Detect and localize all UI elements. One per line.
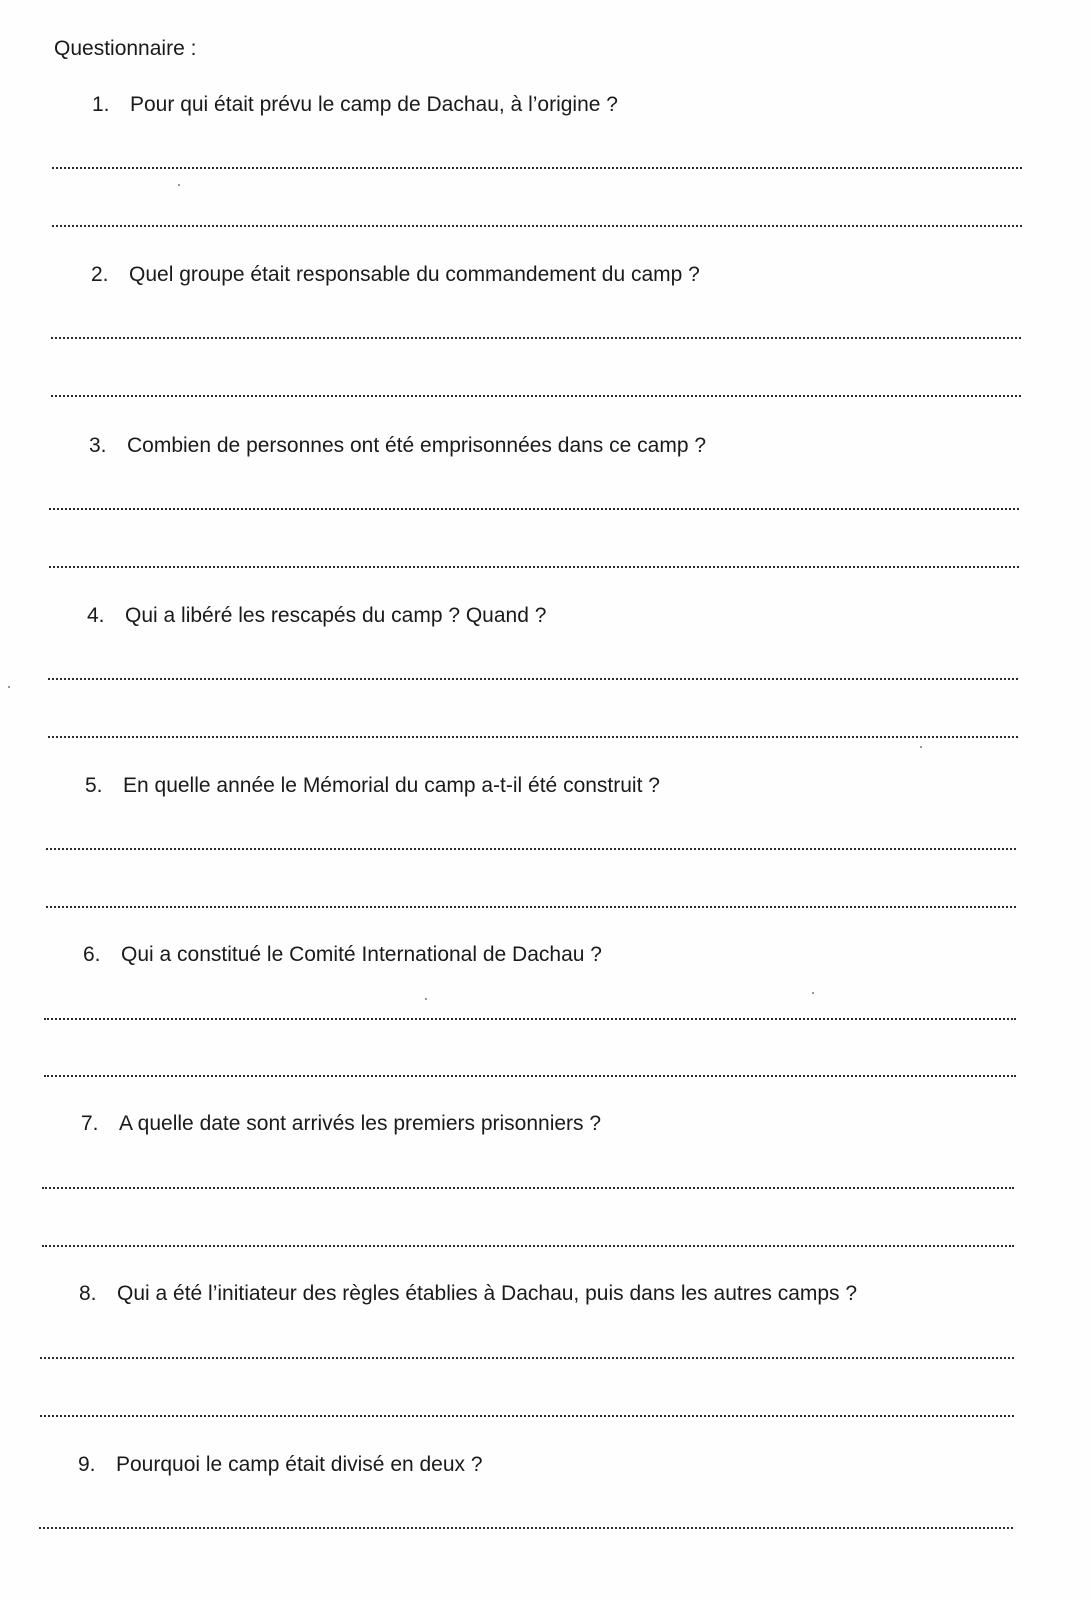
question-text: Pour qui était prévu le camp de Dachau, à l’origine ? xyxy=(130,93,618,116)
page-title: Questionnaire : xyxy=(54,37,197,60)
question-2 xyxy=(91,262,1091,432)
question-text: Qui a été l’initiateur des règles établies à Dachau, puis dans les autres camps ? xyxy=(117,1282,858,1305)
question-number: 5. xyxy=(85,774,103,797)
question-number: 6. xyxy=(83,943,101,966)
question-text-line xyxy=(92,92,618,118)
answer-line-8a[interactable] xyxy=(40,1357,1014,1359)
question-number: 9. xyxy=(78,1453,96,1476)
question-text-line xyxy=(79,1281,857,1307)
answer-line-1a[interactable] xyxy=(52,167,1022,169)
question-5 xyxy=(85,773,1085,943)
question-6 xyxy=(83,942,1083,1112)
question-number: 8. xyxy=(79,1282,97,1305)
answer-line-2b[interactable] xyxy=(51,395,1021,397)
question-text: En quelle année le Mémorial du camp a-t-il été construit ? xyxy=(123,774,660,797)
answer-line-4a[interactable] xyxy=(48,678,1018,680)
answer-line-3b[interactable] xyxy=(49,566,1019,568)
question-7 xyxy=(81,1111,1081,1281)
answer-line-2a[interactable] xyxy=(51,337,1021,339)
question-9 xyxy=(78,1452,1078,1600)
answer-line-7b[interactable] xyxy=(42,1245,1014,1247)
answer-line-8b[interactable] xyxy=(40,1415,1014,1417)
question-number: 1. xyxy=(92,93,110,116)
answer-line-1b[interactable] xyxy=(52,225,1022,227)
question-text-line xyxy=(87,603,546,629)
question-number: 4. xyxy=(87,604,105,627)
question-3 xyxy=(89,433,1089,603)
question-text-line xyxy=(91,262,700,288)
scan-speck xyxy=(920,746,922,748)
question-text-line xyxy=(81,1111,601,1137)
question-number: 7. xyxy=(81,1112,99,1135)
answer-line-3a[interactable] xyxy=(49,508,1019,510)
question-1 xyxy=(92,92,1091,262)
question-text: Quel groupe était responsable du commandement du camp ? xyxy=(129,263,700,286)
answer-line-5a[interactable] xyxy=(46,848,1016,850)
question-text-line xyxy=(89,433,706,459)
scan-speck xyxy=(812,992,814,994)
question-8 xyxy=(79,1281,1079,1451)
question-text: A quelle date sont arrivés les premiers prisonniers ? xyxy=(119,1112,602,1135)
answer-line-6b[interactable] xyxy=(44,1075,1016,1077)
scan-speck xyxy=(178,184,180,186)
question-text-line xyxy=(78,1452,483,1478)
question-text: Qui a libéré les rescapés du camp ? Quand ? xyxy=(125,604,547,627)
question-text: Pourquoi le camp était divisé en deux ? xyxy=(116,1453,483,1476)
scan-speck xyxy=(8,686,10,688)
answer-line-5b[interactable] xyxy=(46,906,1016,908)
question-4 xyxy=(87,603,1087,773)
question-number: 2. xyxy=(91,263,109,286)
answer-line-4b[interactable] xyxy=(48,736,1018,738)
question-text: Combien de personnes ont été emprisonnées dans ce camp ? xyxy=(127,434,707,457)
question-number: 3. xyxy=(89,434,107,457)
question-text-line xyxy=(85,773,660,799)
scan-speck xyxy=(425,998,427,1000)
question-text: Qui a constitué le Comité International de Dachau ? xyxy=(121,943,602,966)
answer-line-7a[interactable] xyxy=(42,1187,1014,1189)
answer-line-6a[interactable] xyxy=(44,1018,1016,1020)
answer-line-9a[interactable] xyxy=(39,1527,1013,1529)
question-text-line xyxy=(83,942,602,968)
